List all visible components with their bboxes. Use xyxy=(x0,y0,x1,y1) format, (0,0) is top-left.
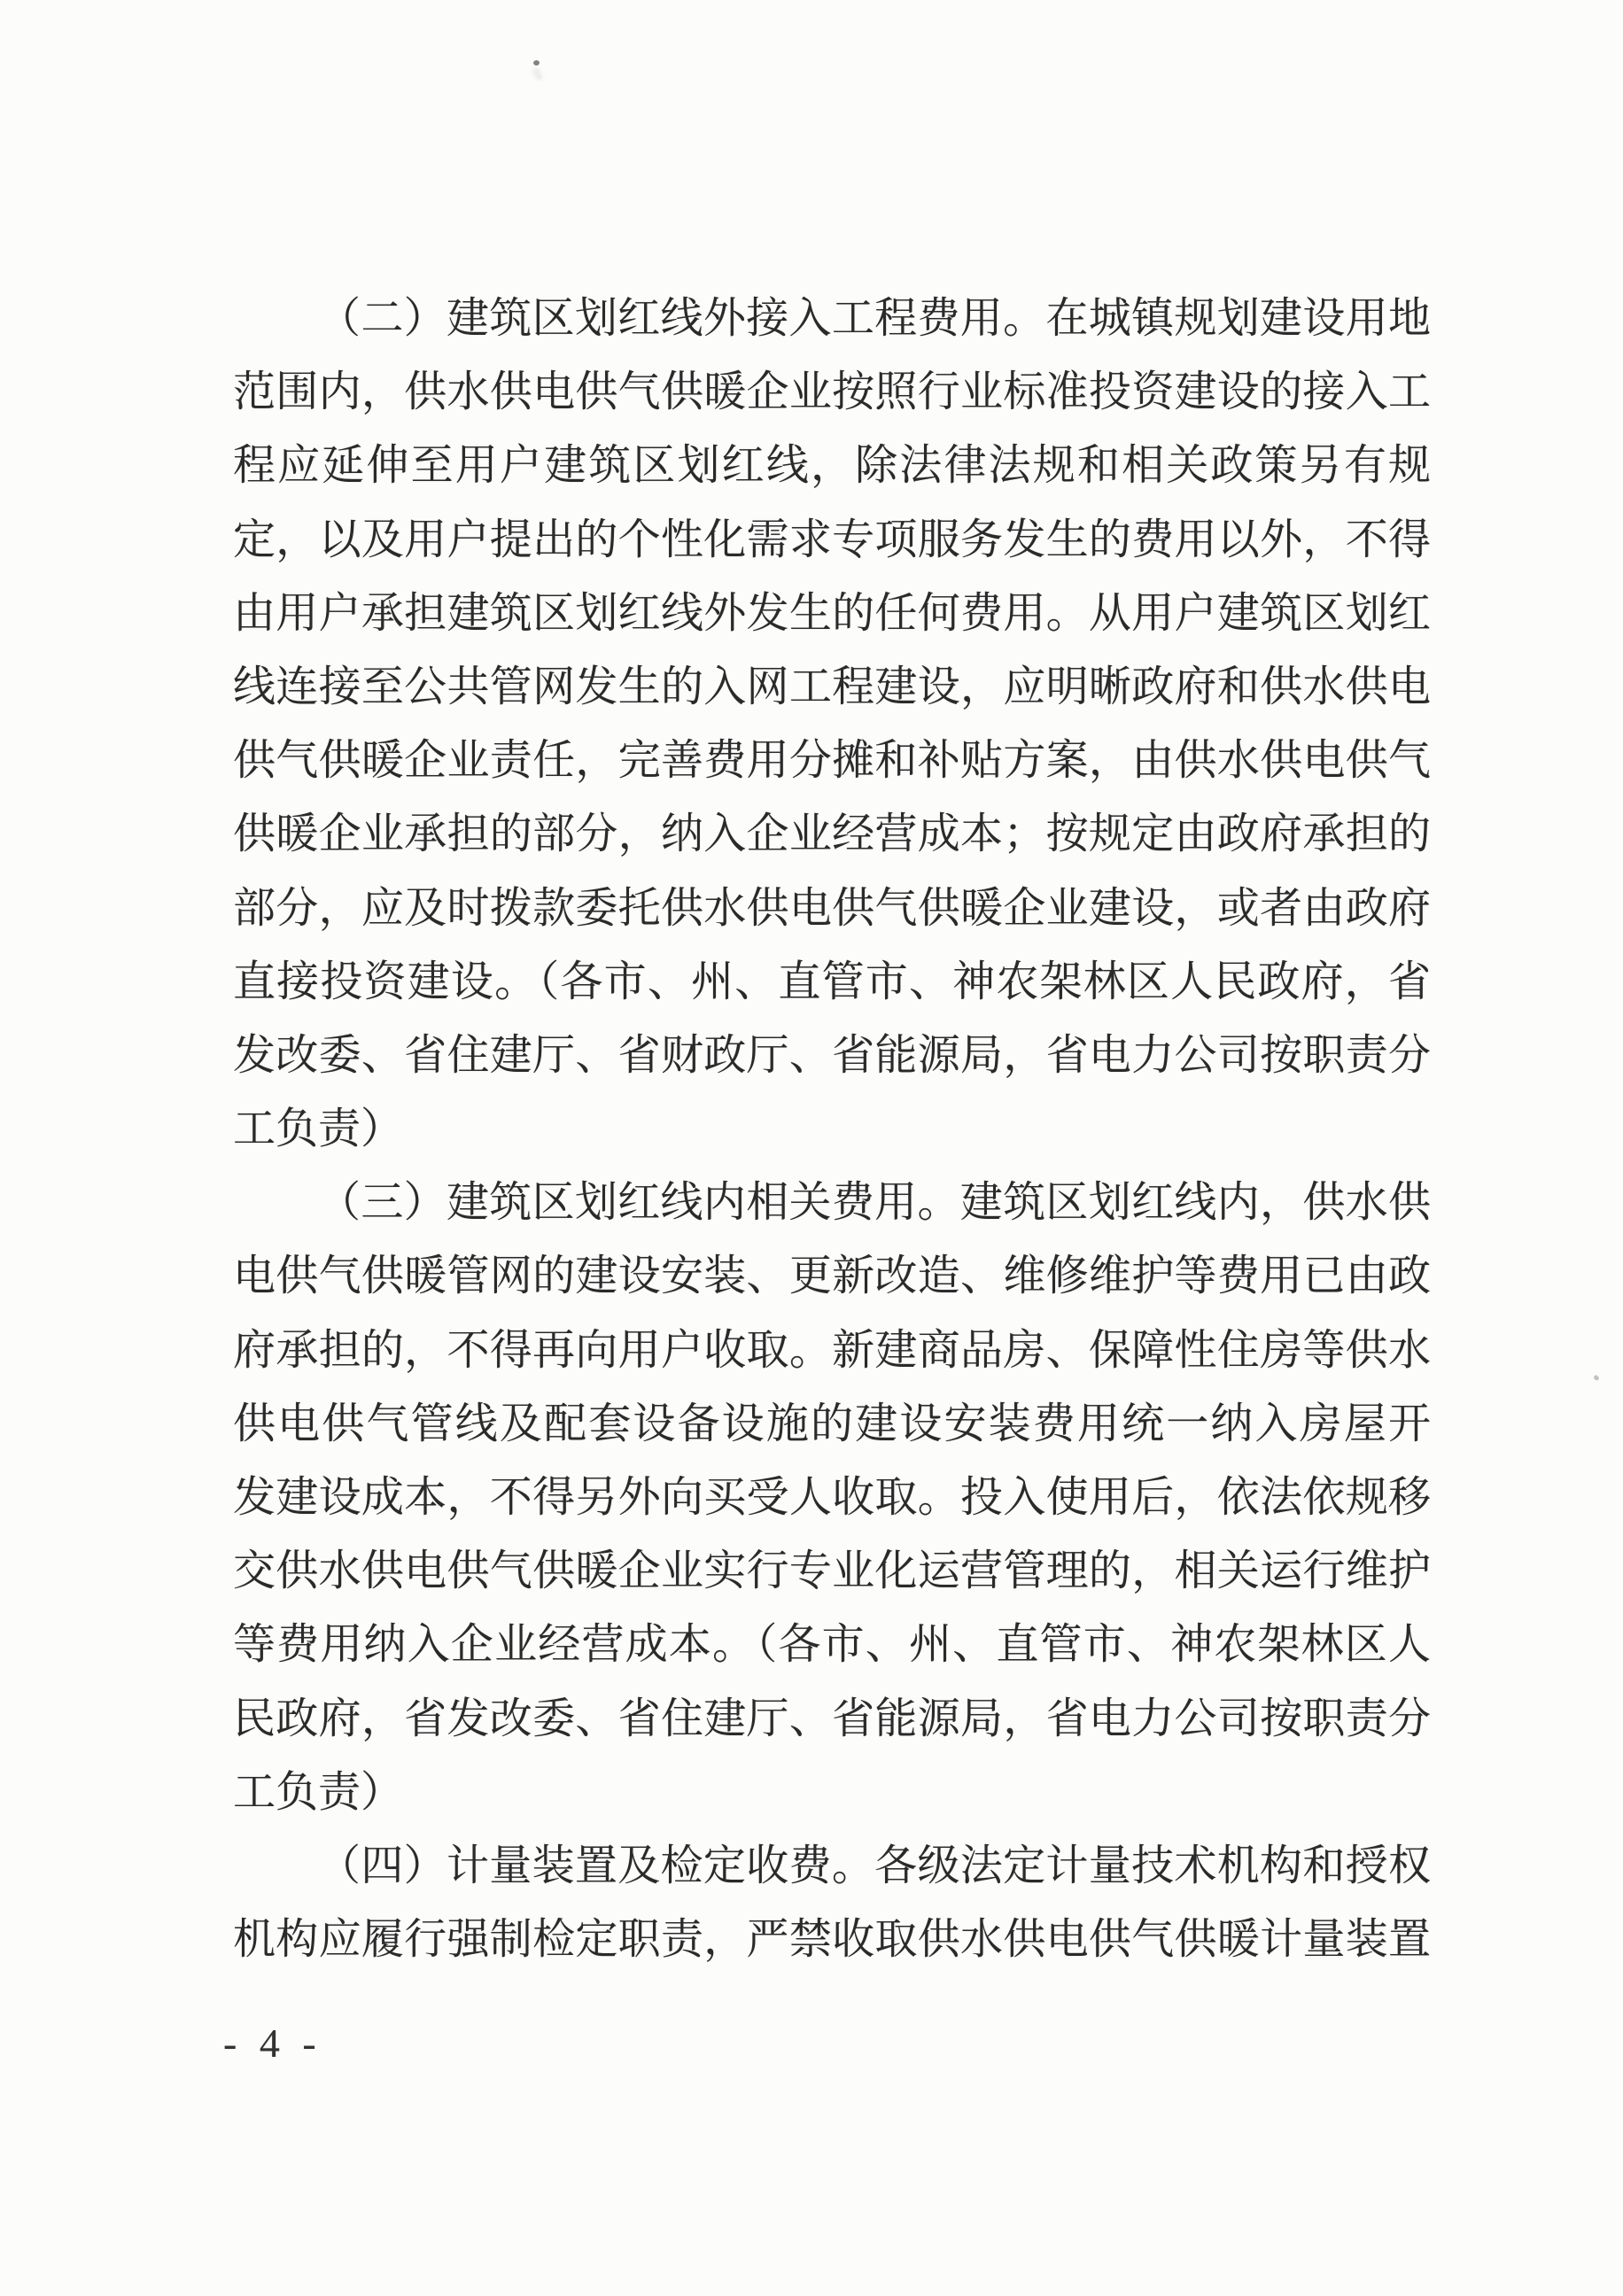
text-line: 工负责） xyxy=(233,1105,404,1153)
scan-speckle xyxy=(1593,1375,1600,1382)
text-line: 直接投资建设。（各市、州、直管市、神农架林区人民政府，省 xyxy=(233,958,1431,1005)
text-line: 线连接至公共管网发生的入网工程建设，应明晰政府和供水供电 xyxy=(233,663,1431,710)
text-line: 部分，应及时拨款委托供水供电供气供暖企业建设，或者由政府 xyxy=(233,884,1431,932)
text-line: 供暖企业承担的部分，纳入企业经营成本；按规定由政府承担的 xyxy=(233,811,1431,858)
scan-speckle xyxy=(533,60,540,66)
text-line: 定，以及用户提出的个性化需求专项服务发生的费用以外，不得 xyxy=(233,516,1431,563)
text-line: 民政府，省发改委、省住建厅、省能源局，省电力公司按职责分 xyxy=(233,1695,1431,1742)
text-line: 供气供暖企业责任，完善费用分摊和补贴方案，由供水供电供气 xyxy=(233,737,1431,785)
text-line: 发改委、省住建厅、省财政厅、省能源局，省电力公司按职责分 xyxy=(233,1031,1431,1079)
document-body xyxy=(233,282,1431,1976)
text-line: 范围内，供水供电供气供暖企业按照行业标准投资建设的接入工 xyxy=(233,368,1431,416)
text-line: 交供水供电供气供暖企业实行专业化运营管理的，相关运行维护 xyxy=(233,1547,1431,1595)
text-line: 发建设成本，不得另外向买受人收取。投入使用后，依法依规移 xyxy=(233,1474,1431,1521)
text-line: 程应延伸至用户建筑区划红线，除法律法规和相关政策另有规 xyxy=(233,442,1431,490)
text-line: 电供气供暖管网的建设安装、更新改造、维修维护等费用已由政 xyxy=(233,1253,1431,1300)
text-line: 工负责） xyxy=(233,1768,404,1816)
text-line: （三）建筑区划红线内相关费用。建筑区划红线内，供水供 xyxy=(318,1179,1431,1227)
text-line: （二）建筑区划红线外接入工程费用。在城镇规划建设用地 xyxy=(318,295,1431,342)
text-line: （四）计量装置及检定收费。各级法定计量技术机构和授权 xyxy=(318,1842,1431,1889)
text-line: 府承担的，不得再向用户收取。新建商品房、保障性住房等供水 xyxy=(233,1326,1431,1374)
text-line: 由用户承担建筑区划红线外发生的任何费用。从用户建筑区划红 xyxy=(233,589,1431,637)
text-line: 供电供气管线及配套设备设施的建设安装费用统一纳入房屋开 xyxy=(233,1400,1431,1447)
text-line: 等费用纳入企业经营成本。（各市、州、直管市、神农架林区人 xyxy=(233,1621,1431,1669)
page-number: - 4 - xyxy=(223,2021,322,2066)
text-line: 机构应履行强制检定职责，严禁收取供水供电供气供暖计量装置 xyxy=(233,1916,1431,1964)
